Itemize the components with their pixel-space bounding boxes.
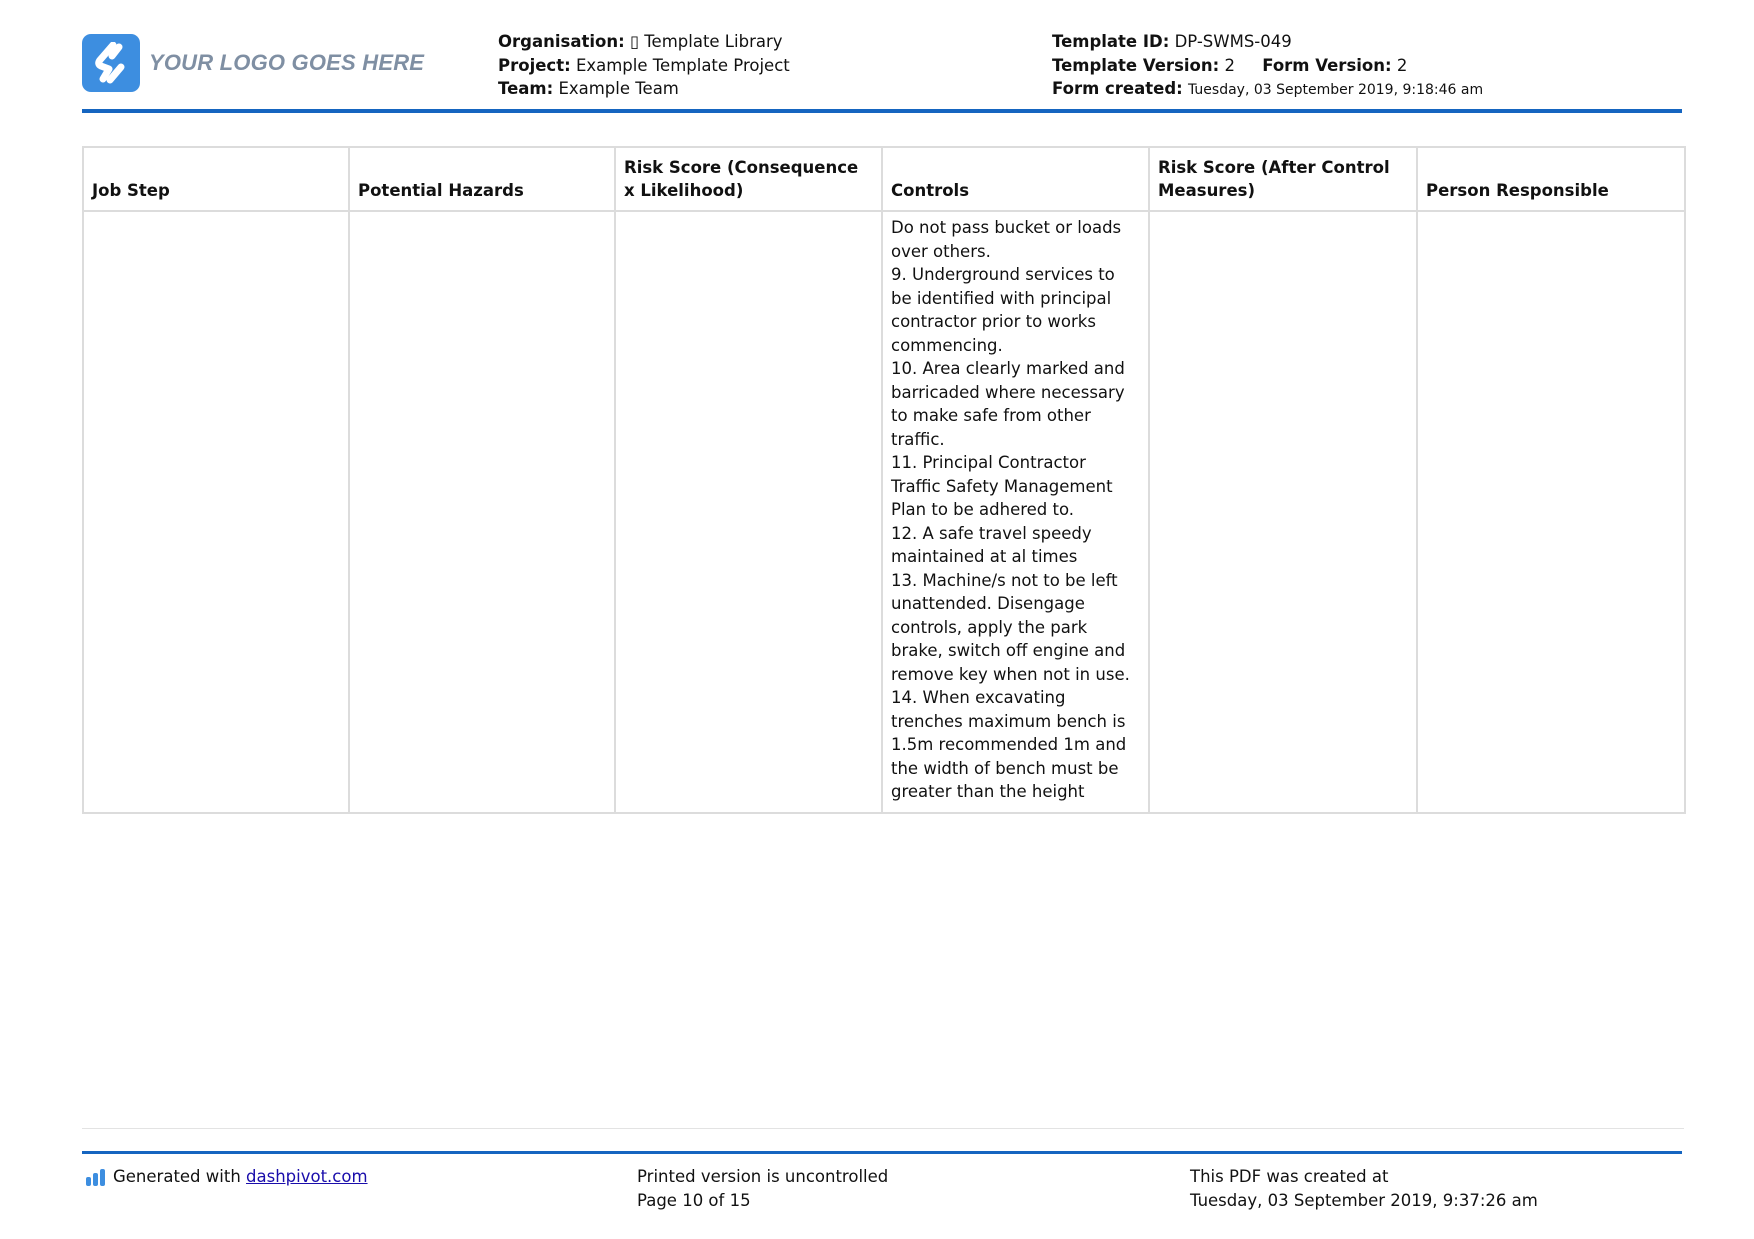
control-item: Do not pass bucket or loads over others. — [891, 218, 1122, 261]
logo — [82, 34, 424, 92]
dashpivot-logo-icon — [82, 34, 140, 92]
header-potential-hazards: Potential Hazards — [349, 147, 615, 211]
version-line — [1052, 54, 1483, 78]
control-item: 14. When excavating trenches maximum bench is 1.5m recommended 1m and the width of bench must be greater than the height — [891, 688, 1127, 801]
footer-thin-divider — [82, 1128, 1684, 1129]
table-row — [83, 211, 1685, 813]
logo-text: YOUR LOGO GOES HERE — [149, 50, 425, 75]
header-controls: Controls — [882, 147, 1149, 211]
header-meta-right — [1052, 30, 1483, 103]
form-created-label: Form created: — [1052, 79, 1183, 98]
header-risk-score: Risk Score (Consequence x Likelihood) — [615, 147, 882, 211]
team-line — [498, 77, 790, 101]
control-item: 12. A safe travel speedy maintained at al times — [891, 523, 1092, 566]
cell-risk-score — [615, 211, 882, 813]
organisation-line — [498, 30, 790, 54]
page-header — [82, 30, 1682, 110]
footer-divider — [82, 1151, 1682, 1154]
header-meta-left — [498, 30, 790, 101]
pdf-created-value: Tuesday, 03 September 2019, 9:37:26 am — [1190, 1191, 1538, 1210]
template-version-value: 2 — [1224, 55, 1235, 75]
template-version-label: Template Version: — [1052, 55, 1220, 75]
team-label: Team: — [498, 79, 554, 98]
template-id-value: DP-SWMS-049 — [1174, 32, 1292, 51]
footer-generated — [86, 1165, 368, 1189]
team-value: Example Team — [558, 79, 679, 98]
form-created-line — [1052, 77, 1483, 103]
swms-table — [82, 146, 1686, 814]
project-value: Example Template Project — [575, 55, 790, 75]
project-line — [498, 54, 790, 78]
control-item: 10. Area clearly marked and barricaded where necessary to make safe from other traffic. — [891, 359, 1125, 449]
cell-job-step — [83, 211, 349, 813]
page-number: Page 10 of 15 — [637, 1191, 751, 1210]
header-person-responsible: Person Responsible — [1417, 147, 1685, 211]
cell-controls — [882, 211, 1149, 813]
cell-person-responsible — [1417, 211, 1685, 813]
organisation-value: ▯ Template Library — [629, 32, 783, 51]
organisation-label: Organisation: — [498, 32, 625, 51]
template-id-label: Template ID: — [1052, 32, 1170, 51]
footer-pdf-created — [1190, 1165, 1538, 1213]
header-job-step: Job Step — [83, 147, 349, 211]
header-risk-score-after: Risk Score (After Control Measures) — [1149, 147, 1417, 211]
form-version-value: 2 — [1396, 55, 1408, 75]
form-version-label: Form Version: — [1262, 55, 1392, 75]
generated-prefix: Generated with — [113, 1167, 247, 1186]
control-item: 11. Principal Contractor Traffic Safety Management Plan to be adhered to. — [891, 453, 1113, 519]
project-label: Project: — [498, 55, 571, 75]
bar-chart-icon — [86, 1168, 105, 1186]
control-item: 13. Machine/s not to be left unattended. Disengage controls, apply the park brake, switch off engine and remove key when not in use. — [891, 570, 1130, 684]
footer-print-info — [637, 1165, 888, 1213]
dashpivot-link[interactable]: dashpivot.com — [246, 1167, 368, 1186]
template-id-line — [1052, 30, 1483, 54]
printed-note: Printed version is uncontrolled — [637, 1167, 889, 1186]
pdf-created-label: This PDF was created at — [1190, 1167, 1389, 1186]
cell-risk-score-after — [1149, 211, 1417, 813]
cell-potential-hazards — [349, 211, 615, 813]
form-created-value: Tuesday, 03 September 2019, 9:18:46 am — [1188, 82, 1484, 98]
header-divider — [82, 109, 1682, 113]
table-header-row — [83, 147, 1685, 211]
control-item: 9. Underground services to be identified with principal contractor prior to works commencing. — [891, 265, 1115, 355]
